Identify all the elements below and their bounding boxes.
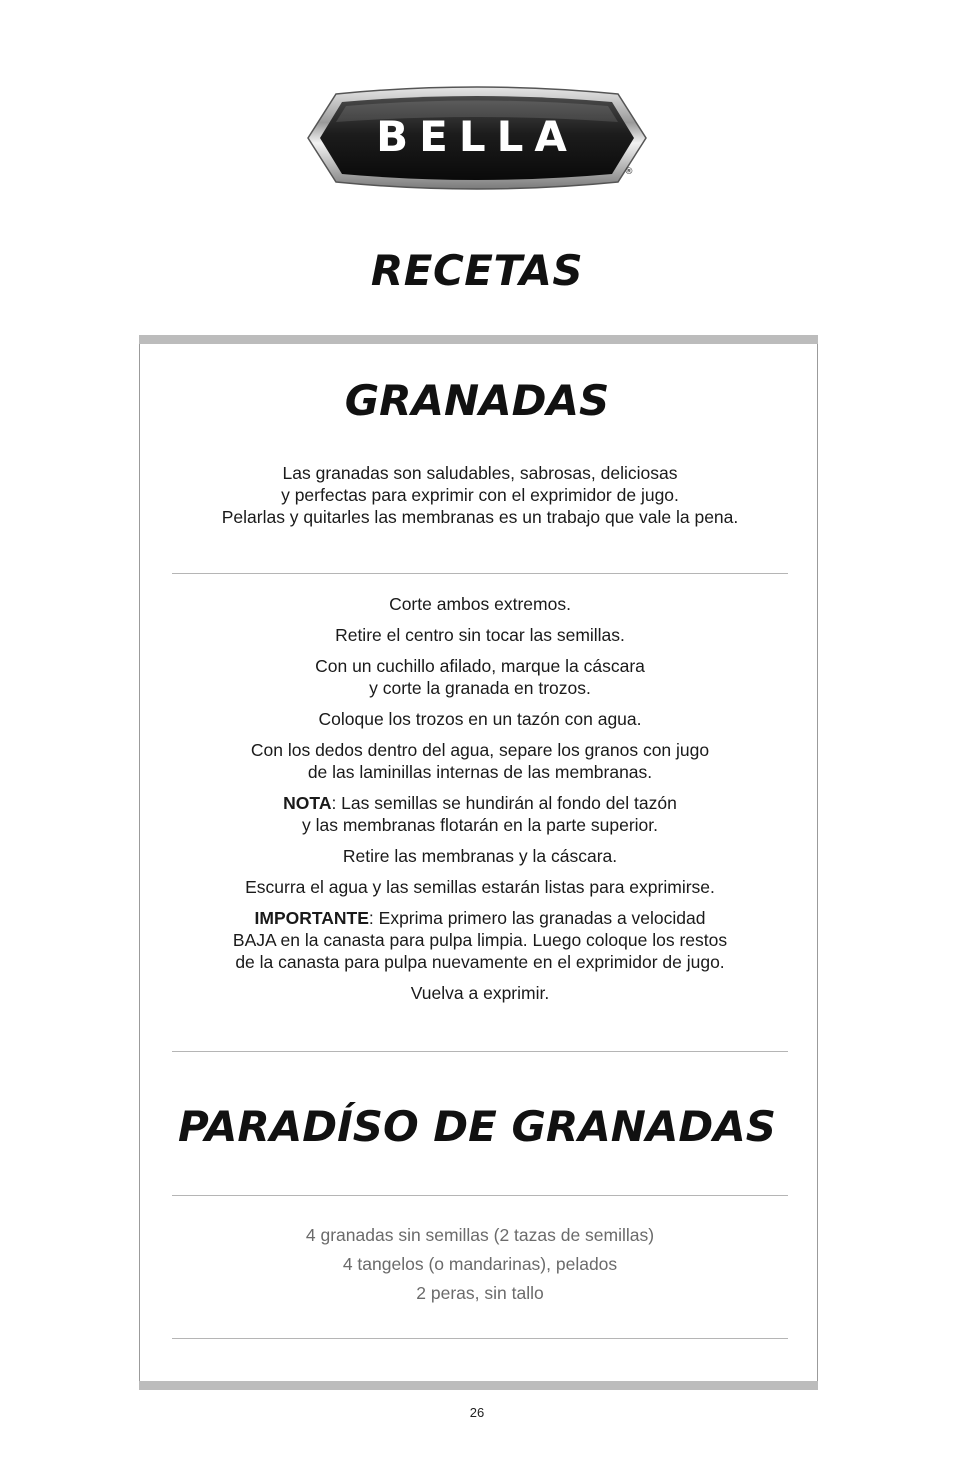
important-step — [160, 907, 800, 973]
ingredient-item: 4 granadas sin semillas (2 tazas de semillas) — [305, 1225, 655, 1245]
note-text: : Las semillas se hundirán al fondo del tazón — [331, 793, 677, 813]
intro-text — [160, 462, 800, 528]
intro-line: Las granadas son saludables, sabrosas, deliciosas — [282, 463, 678, 483]
divider — [172, 1051, 788, 1052]
step-line: Escurra el agua y las semillas estarán listas para exprimirse. — [245, 877, 715, 897]
step-line: Corte ambos extremos. — [389, 594, 571, 614]
step-line: Retire las membranas y la cáscara. — [342, 846, 618, 866]
step-line: Retire el centro sin tocar las semillas. — [335, 625, 625, 645]
step-line: Con los dedos dentro del agua, separe los granos con jugo — [250, 740, 710, 760]
step-line: BAJA en la canasta para pulpa limpia. Luego coloque los restos — [232, 930, 728, 950]
divider — [172, 1338, 788, 1339]
note-label: NOTA — [283, 793, 332, 813]
step-line — [160, 907, 800, 929]
divider — [172, 1195, 788, 1196]
instruction-steps — [160, 593, 800, 1013]
ingredient-item: 4 tangelos (o mandarinas), pelados — [342, 1254, 618, 1274]
step — [160, 655, 800, 699]
panel-top-bar — [139, 335, 818, 344]
step — [160, 982, 800, 1004]
registered-mark: ® — [624, 167, 634, 177]
bella-logo-emblem — [306, 86, 648, 190]
step — [160, 624, 800, 646]
section-title-granadas: GRANADAS — [344, 376, 610, 425]
note-step — [160, 792, 800, 836]
important-text: : Exprima primero las granadas a velocidad — [368, 908, 706, 928]
step-line: de las laminillas internas de las membranas. — [307, 762, 653, 782]
step — [160, 876, 800, 898]
panel-bottom-bar — [139, 1381, 818, 1390]
step — [160, 708, 800, 730]
step-line — [160, 792, 800, 814]
page-heading: RECETAS — [370, 246, 584, 295]
bella-logo — [306, 86, 648, 190]
bella-logo-text: BELLA — [376, 112, 578, 161]
step-line: de la canasta para pulpa nuevamente en el exprimidor de jugo. — [235, 952, 725, 972]
step-line: Vuelva a exprimir. — [410, 983, 550, 1003]
page-number: 26 — [469, 1405, 485, 1420]
step-line: Con un cuchillo afilado, marque la cáscara — [315, 656, 645, 676]
step — [160, 739, 800, 783]
ingredient-list — [160, 1221, 800, 1308]
intro-line: Pelarlas y quitarles las membranas es un trabajo que vale la pena. — [221, 507, 739, 527]
ingredient-item: 2 peras, sin tallo — [416, 1283, 544, 1303]
step — [160, 845, 800, 867]
important-label: IMPORTANTE — [254, 908, 369, 928]
step-line: y las membranas flotarán en la parte superior. — [301, 815, 658, 835]
step-line: y corte la granada en trozos. — [369, 678, 591, 698]
step — [160, 593, 800, 615]
step-line: Coloque los trozos en un tazón con agua. — [318, 709, 642, 729]
divider — [172, 573, 788, 574]
intro-line: y perfectas para exprimir con el exprimidor de jugo. — [281, 485, 679, 505]
section-title-paradiso: PARADÍSO DE GRANADAS — [177, 1102, 777, 1151]
